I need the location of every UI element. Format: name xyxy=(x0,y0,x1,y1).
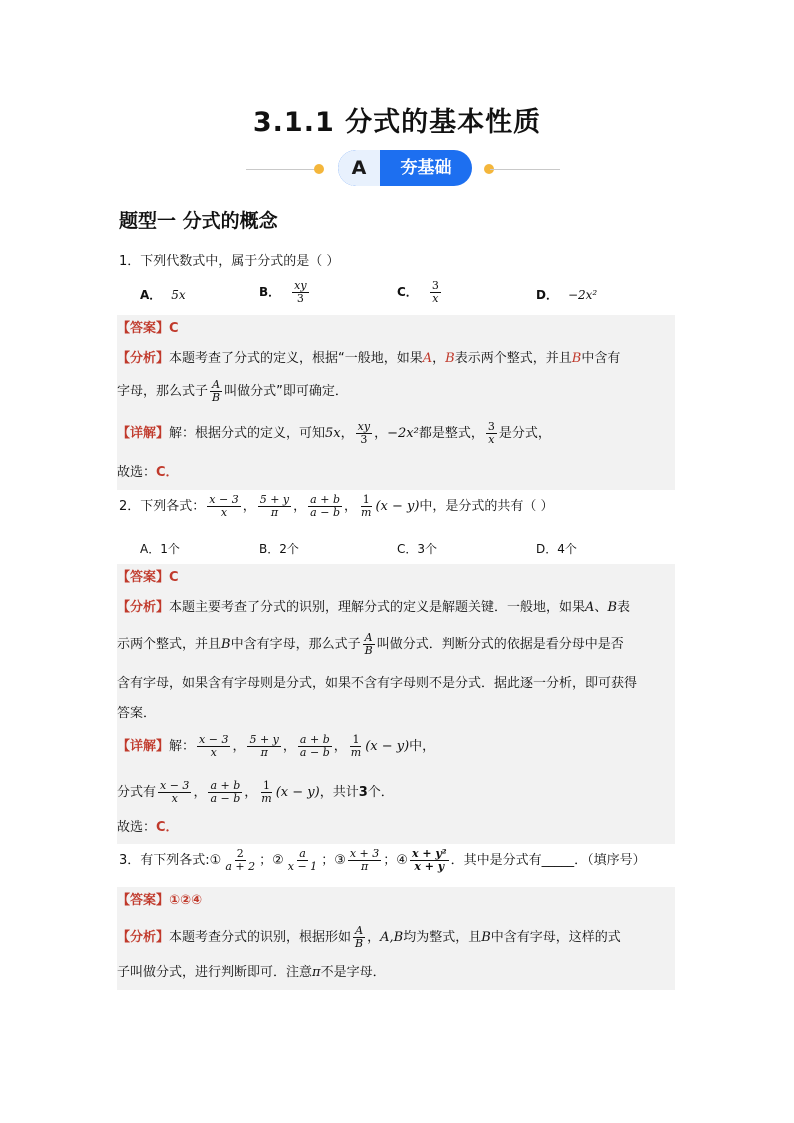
question-2-stem: 2．下列各式： $\frac{x - 3}{x}$ ， $\frac{5 + y}{\pi}$ ， $\frac{a + b}{a - b}$ ， $\frac{1}{m}$ (x − y)中，是分式的共有（ ） xyxy=(119,493,554,520)
answer-row: 【答案】①②④ xyxy=(117,893,203,908)
analysis-line-2: 示两个整式，并且B中含有字母，那么式子 $\frac{A}{B}$ 叫做分式．判断分式的依据是看分母中是否 xyxy=(117,631,624,658)
analysis-line-1: 【分析】本题主要考查了分式的识别，理解分式的定义是解题关键．一般地，如果A、B表 xyxy=(117,600,631,615)
analysis-line-3: 含有字母，如果含有字母则是分式，如果不含有字母则不是分式．据此逐一分析，即可获得 xyxy=(117,676,638,691)
option-a-expr: 5x xyxy=(171,288,186,302)
option-d: D．4个 xyxy=(536,542,577,556)
dot-left-icon xyxy=(314,164,324,174)
option-b-fraction: $\frac{xy}{3}$ xyxy=(294,279,307,306)
level-label: 夯基础 xyxy=(400,158,452,178)
divider-right xyxy=(490,169,560,170)
option-c: C．3个 xyxy=(397,542,438,556)
analysis-line-2: 子叫做分式，进行判断即可．注意π不是字母． xyxy=(117,965,386,980)
question-2-solution-box xyxy=(117,564,675,844)
analysis-line-2: 字母，那么式子 $\frac{A}{B}$ 叫做分式”即可确定． xyxy=(117,378,348,405)
divider-left xyxy=(246,169,316,170)
conclusion-line: 故选：C． xyxy=(117,465,179,480)
option-b: B． $\frac{xy}{3}$ xyxy=(259,279,307,306)
option-d: D． −2x² xyxy=(536,288,598,302)
answer-row: 【答案】C xyxy=(117,570,179,585)
option-a: A． 5x xyxy=(140,288,186,302)
answer-value: ①②④ xyxy=(169,893,203,908)
question-1-stem: 1．下列代数式中，属于分式的是（ ） xyxy=(119,254,340,269)
option-a: A．1个 xyxy=(140,542,180,556)
detail-line-1: 【详解】解： $\frac{x - 3}{x}$ ， $\frac{5 + y}{\pi}$ ， $\frac{a + b}{a - b}$ ， $\frac{1}{m}$ (x − y)中， xyxy=(117,733,436,760)
analysis-line-1: 【分析】本题考查了分式的定义，根据“一般地，如果A，B表示两个整式，并且B中含有 xyxy=(117,351,621,366)
option-d-expr: −2x² xyxy=(567,288,598,302)
answer-value: C xyxy=(169,321,179,336)
option-c: C． $\frac{3}{x}$ xyxy=(397,279,439,306)
option-b: B．2个 xyxy=(259,542,299,556)
question-1-solution-box xyxy=(117,315,675,490)
detail-line-2: 分式有 $\frac{x - 3}{x}$ ， $\frac{a + b}{a - b}$ ， $\frac{1}{m}$ (x − y)，共计3个． xyxy=(117,779,394,806)
conclusion-line: 故选：C． xyxy=(117,820,179,835)
level-banner xyxy=(0,150,794,186)
detail-line: 【详解】解：根据分式的定义，可知5x， $\frac{xy}{3}$ ，−2x²都是整式， $\frac{3}{x}$ 是分式， xyxy=(117,420,551,447)
answer-row: 【答案】C xyxy=(117,321,179,336)
level-badge xyxy=(338,150,472,186)
question-3-solution-box xyxy=(117,887,675,990)
analysis-line-1: 【分析】本题考查分式的识别，根据形如 $\frac{A}{B}$ ，A,B均为整式，且B中含有字母，这样的式 xyxy=(117,924,621,951)
option-c-fraction: $\frac{3}{x}$ xyxy=(431,279,439,306)
level-letter: A xyxy=(338,150,380,186)
answer-value: C xyxy=(169,570,179,585)
section-title: 题型一 分式的概念 xyxy=(119,210,278,232)
analysis-line-4: 答案． xyxy=(117,706,157,721)
page-title: 3.1.1 分式的基本性质 xyxy=(252,107,542,138)
question-3-stem: 3．有下列各式:① $\frac{2}{a + 2}$ ；② $\frac{a}{x - 1}$ ；③ $\frac{x + 3}{\pi}$ ；④ $\frac{\text{x + y²}}{x + y}$ ．其中是分式有_____．（填序号） xyxy=(119,847,646,874)
